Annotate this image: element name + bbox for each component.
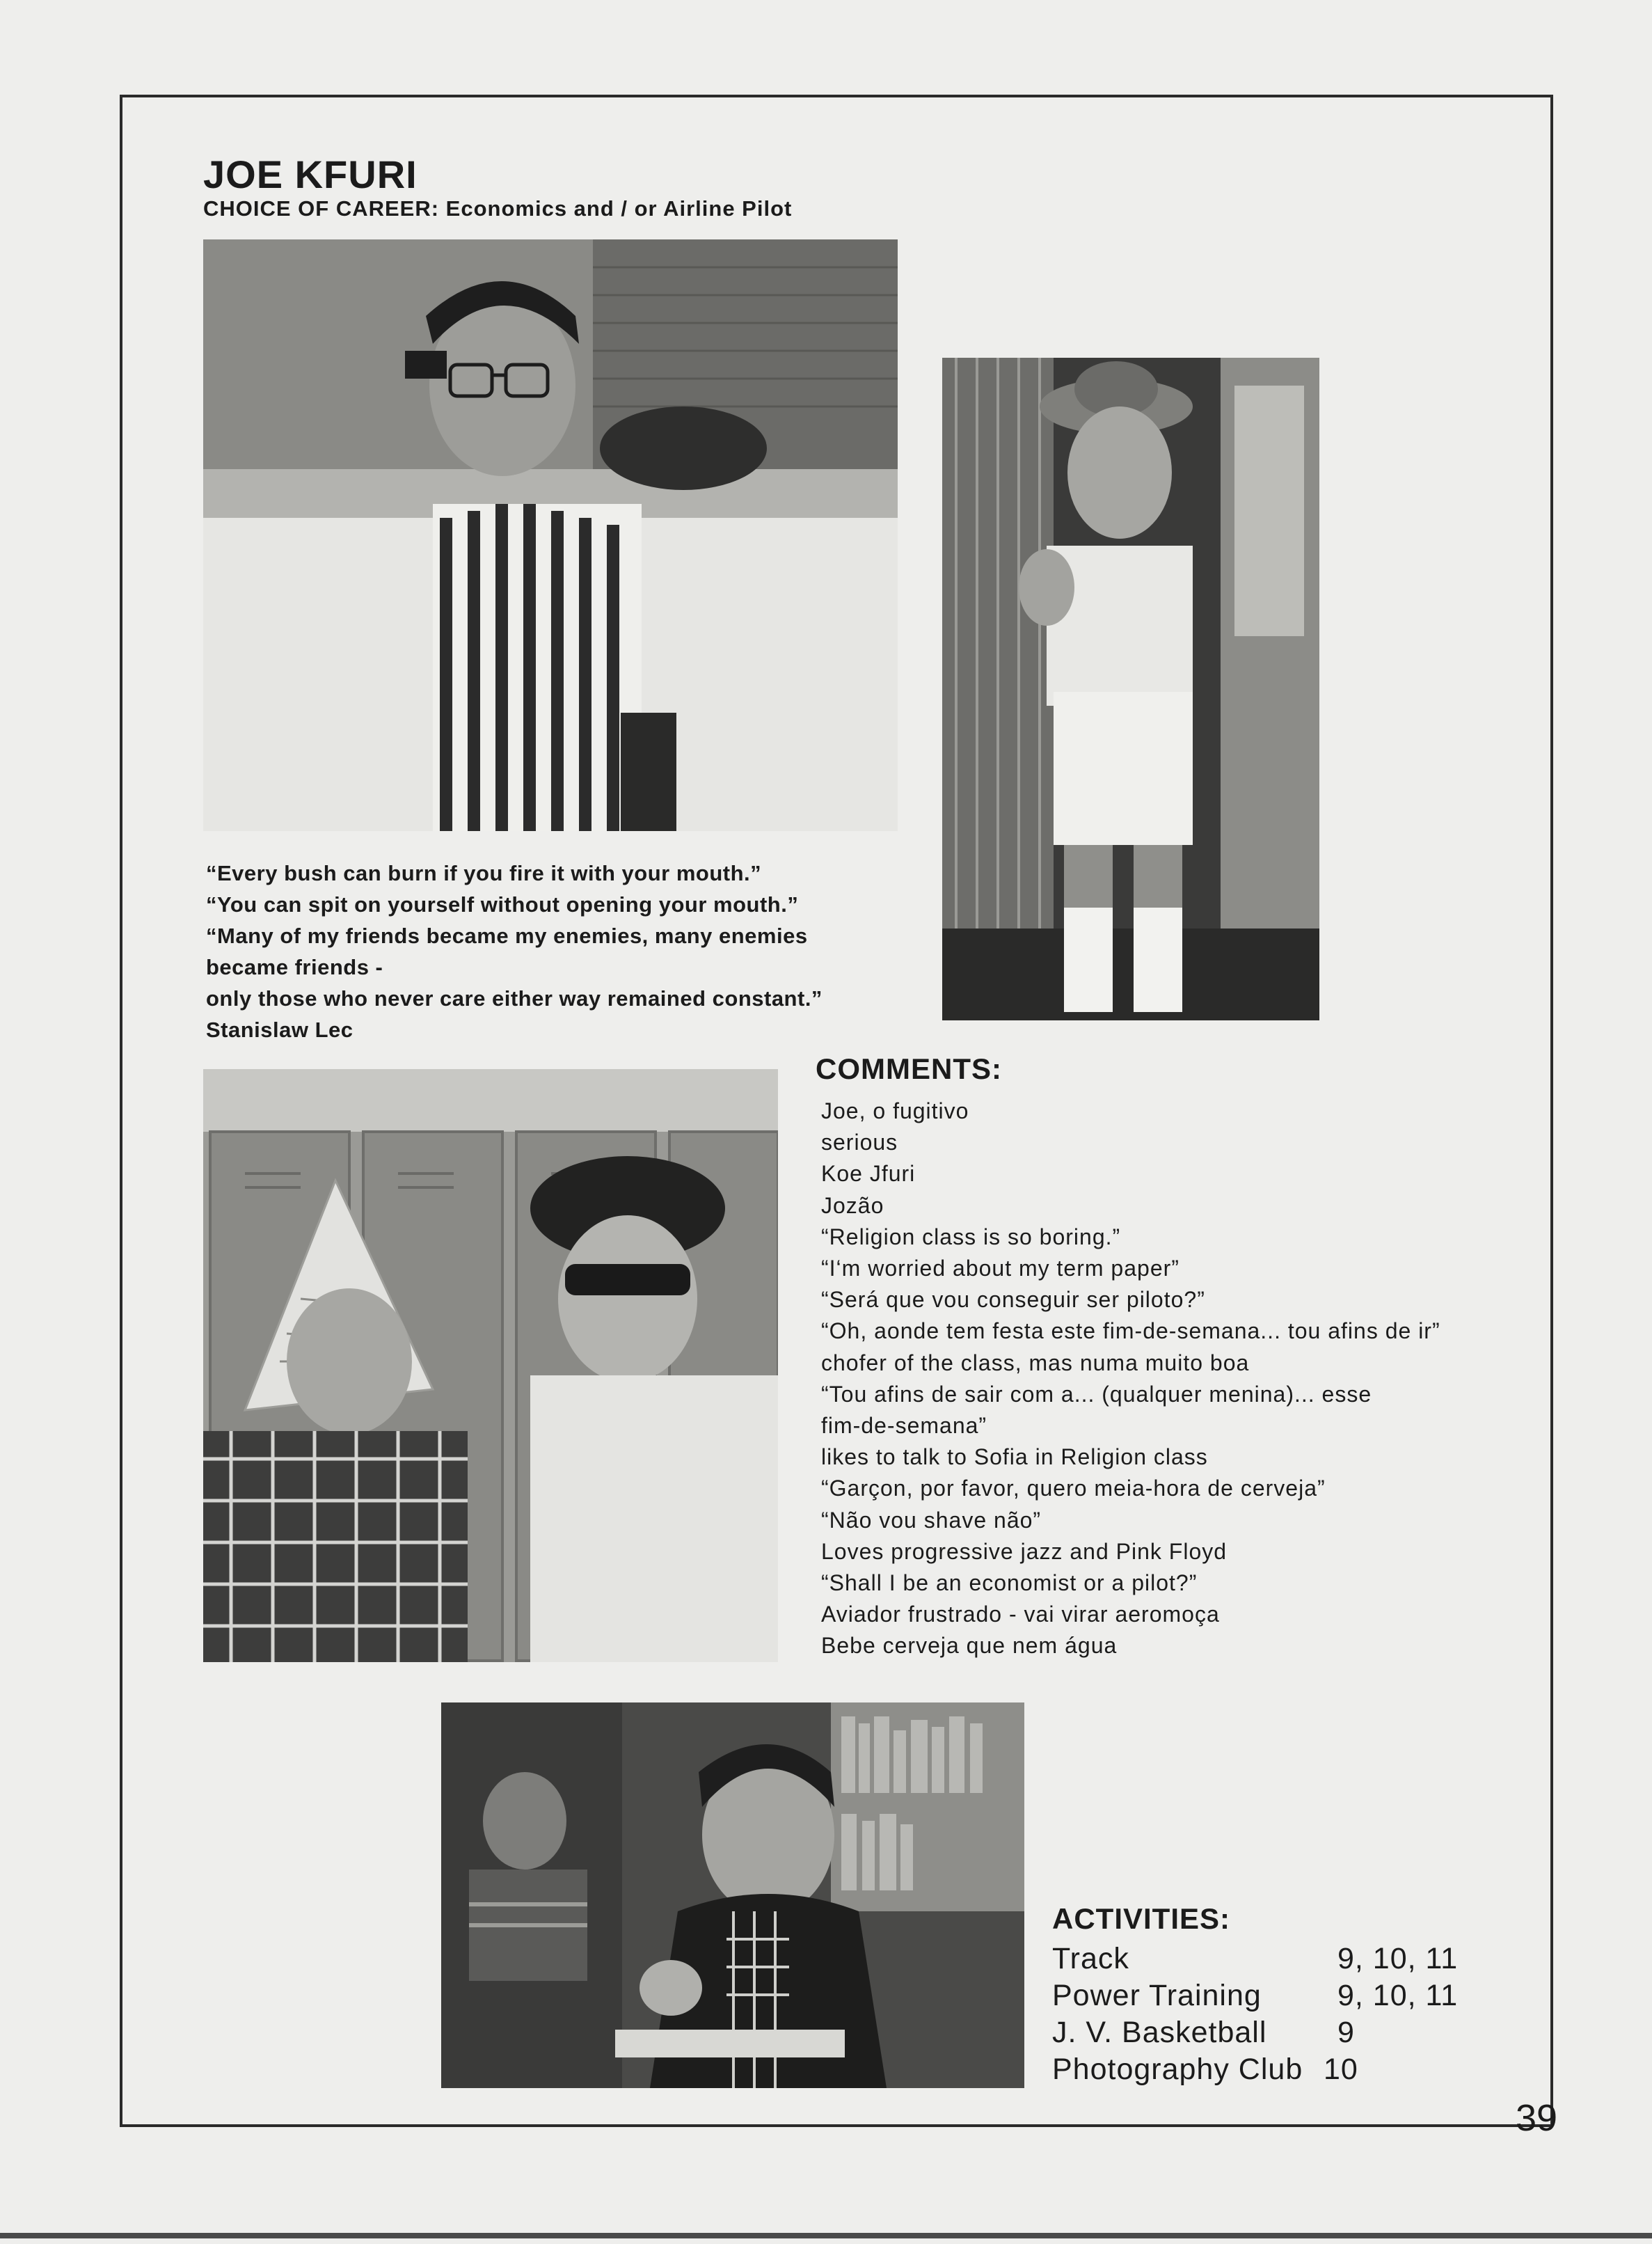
- comments-list: [821, 1096, 1531, 1662]
- comment-line: Joe, o fugitivo: [821, 1098, 969, 1123]
- activities-list: [1052, 1941, 1498, 2088]
- comments-heading: COMMENTS:: [816, 1052, 1002, 1085]
- comment-line: “I‘m worried about my term paper”: [821, 1256, 1180, 1281]
- student-name: JOE KFURI: [203, 152, 418, 196]
- comment-line: fim-de-semana”: [821, 1413, 987, 1439]
- activity-name: Power Training: [1052, 1979, 1262, 2012]
- activities-heading: ACTIVITIES:: [1052, 1902, 1231, 1935]
- comment-line: “Será que vou conseguir ser piloto?”: [821, 1287, 1205, 1313]
- comment-line: “Shall I be an economist or a pilot?”: [821, 1570, 1198, 1596]
- activity-years: 9: [1337, 2016, 1355, 2049]
- comment-line: serious: [821, 1130, 898, 1155]
- comment-line: Bebe cerveja que nem água: [821, 1633, 1118, 1659]
- quote-line: became friends -: [206, 955, 383, 979]
- activity-name: J. V. Basketball: [1052, 2016, 1267, 2049]
- activity-name: Photography Club: [1052, 2053, 1303, 2086]
- activity-row: [1052, 1977, 1498, 2014]
- comment-line: “Não vou shave não”: [821, 1507, 1042, 1533]
- comment-line: “Garçon, por favor, quero meia-hora de cerveja”: [821, 1476, 1326, 1501]
- bottom-edge-rule: [0, 2233, 1652, 2238]
- quote-line: “Many of my friends became my enemies, many enemies: [206, 924, 808, 948]
- activity-row: [1052, 2014, 1498, 2051]
- comment-line: “Tou afins de sair com a... (qualquer menina)... esse: [821, 1381, 1372, 1407]
- career-choice: CHOICE OF CAREER: Economics and / or Airline Pilot: [203, 196, 793, 221]
- comment-line: “Religion class is so boring.”: [821, 1224, 1121, 1249]
- activity-row: [1052, 1941, 1498, 1977]
- quote-attribution: Stanislaw Lec: [206, 1018, 354, 1042]
- quote-block: [206, 858, 944, 1045]
- quote-line: only those who never care either way remained constant.”: [206, 986, 823, 1011]
- activity-name: Track: [1052, 1942, 1129, 1975]
- page-number: 39: [1516, 2097, 1558, 2139]
- comment-line: “Oh, aonde tem festa este fim-de-semana... tou afins de ir”: [821, 1318, 1440, 1344]
- activity-row: [1052, 2051, 1498, 2088]
- comment-line: chofer of the class, mas numa muito boa: [821, 1350, 1250, 1375]
- photo-striped-shirt: [203, 239, 898, 831]
- activity-years: 9, 10, 11: [1337, 1942, 1459, 1975]
- comment-line: Aviador frustrado - vai virar aeromoça: [821, 1602, 1220, 1627]
- comment-line: Loves progressive jazz and Pink Floyd: [821, 1538, 1228, 1564]
- activity-years: 10: [1324, 2053, 1358, 2086]
- comment-line: Koe Jfuri: [821, 1161, 916, 1187]
- photo-child-with-hat: [942, 358, 1319, 1020]
- photo-lockers-friends: [203, 1069, 778, 1662]
- activity-years: 9, 10, 11: [1337, 1979, 1459, 2012]
- quote-line: “You can spit on yourself without opening your mouth.”: [206, 892, 799, 917]
- comment-line: Jozão: [821, 1192, 884, 1218]
- quote-line: “Every bush can burn if you fire it with your mouth.”: [206, 861, 762, 885]
- photo-library-classroom: [441, 1702, 1024, 2088]
- comment-line: likes to talk to Sofia in Religion class: [821, 1444, 1208, 1470]
